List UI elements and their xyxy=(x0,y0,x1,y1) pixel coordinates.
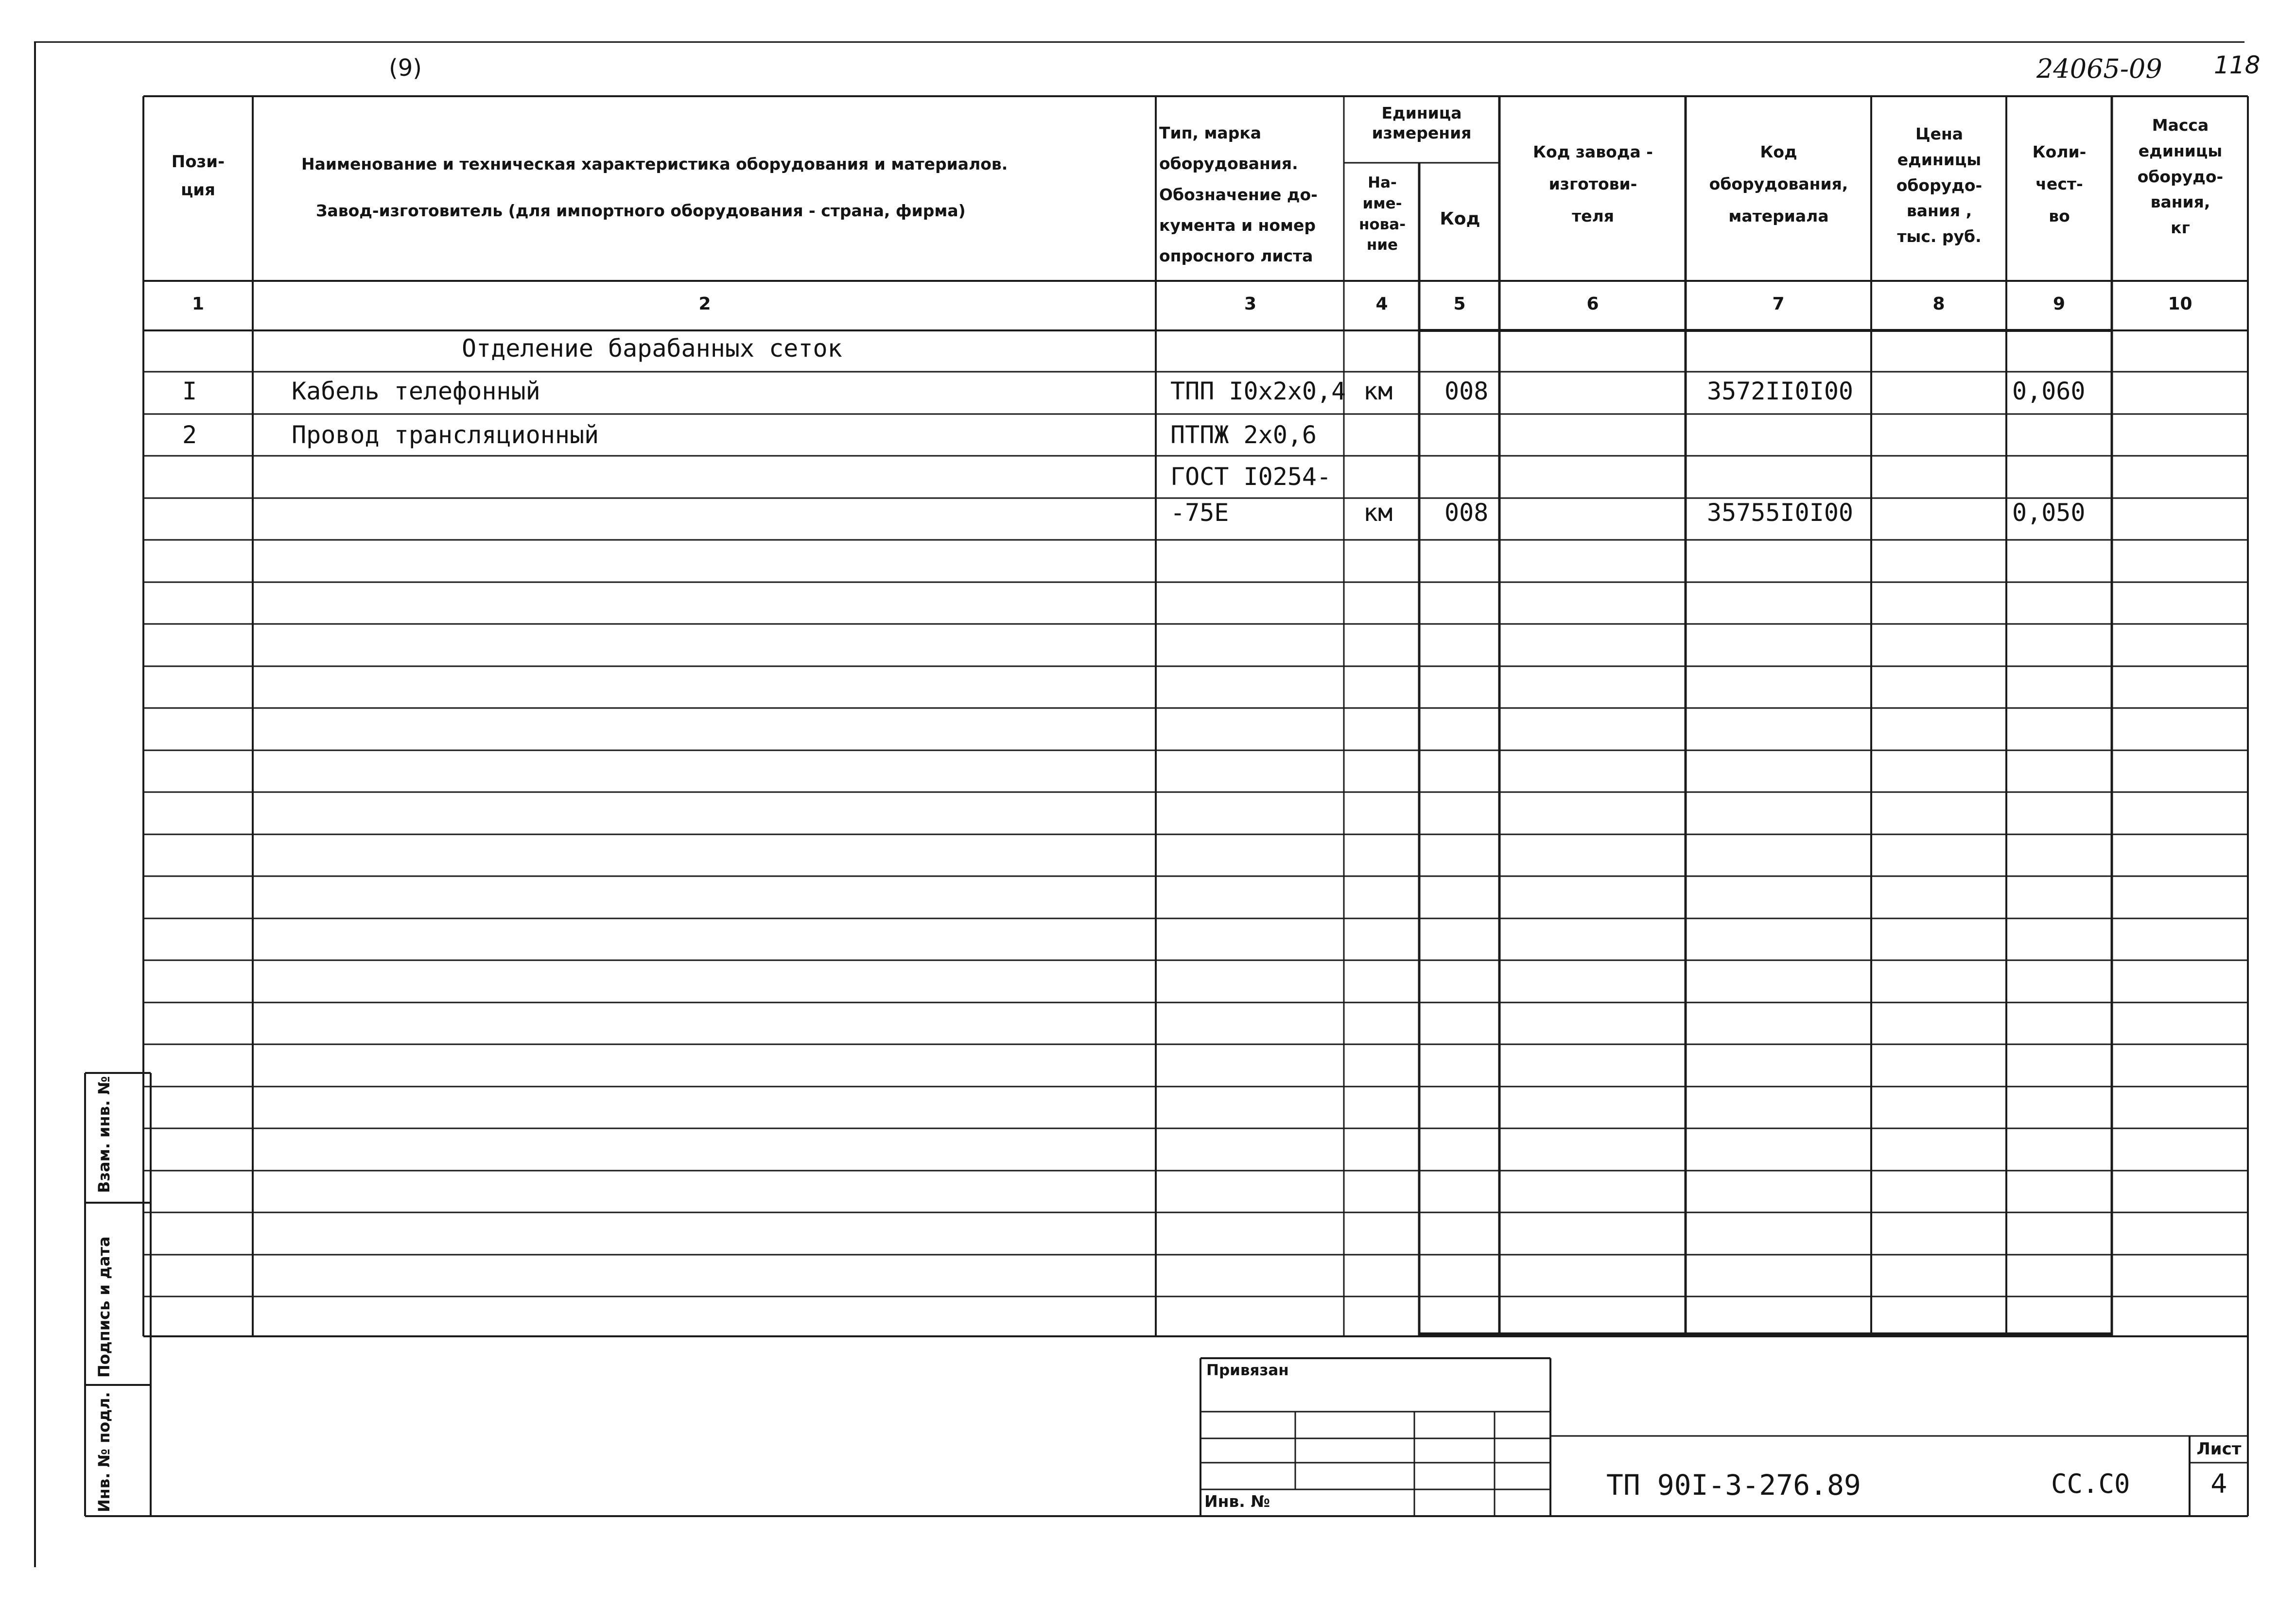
colnum-9: 9 xyxy=(2052,294,2066,314)
row-type: ТПП I0x2x0,4 xyxy=(1170,377,1346,405)
row-unit: км xyxy=(1363,377,1393,405)
colnum-3: 3 xyxy=(1244,294,1257,314)
stamp-signature-date: Подпись и дата xyxy=(95,1236,113,1378)
doc-code: ТП 90I-3-276.89 xyxy=(1606,1469,1861,1502)
row-unit-code: 008 xyxy=(1444,499,1489,527)
sheet-label: Лист xyxy=(2196,1439,2242,1459)
row-quantity: 0,050 xyxy=(2012,499,2086,527)
header-unit-group: Единица измерения xyxy=(1372,104,1472,143)
row-quantity: 0,060 xyxy=(2012,377,2086,405)
row-type: ПТПЖ 2x0,6 xyxy=(1170,421,1317,449)
row-name: Провод трансляционный xyxy=(292,421,599,449)
stamp-replaced-inv: Взам. инв. № xyxy=(95,1076,113,1193)
row-position: 2 xyxy=(182,421,197,449)
sheet-marker: (9) xyxy=(389,54,422,82)
colnum-5: 5 xyxy=(1453,294,1466,314)
header-unit-code: Код xyxy=(1440,209,1480,229)
header-price: Цена единицы оборудо- вания , тыс. руб. xyxy=(1896,124,1983,246)
colnum-6: 6 xyxy=(1586,294,1599,314)
archive-number: 24065-09 xyxy=(2036,53,2162,84)
colnum-7: 7 xyxy=(1772,294,1785,314)
colnum-2: 2 xyxy=(698,294,711,314)
header-material-code: Код оборудования, материала xyxy=(1709,142,1848,225)
header-type: Тип, марка оборудования. Обозначение до- кумента и номер опросного листа xyxy=(1159,123,1318,266)
colnum-10: 10 xyxy=(2168,294,2192,314)
header-factory-code: Код завода - изготови- теля xyxy=(1533,142,1653,225)
header-mass: Масса единицы оборудо- вания, кг xyxy=(2137,116,2224,238)
row-type: ГОСТ I0254- xyxy=(1170,463,1332,491)
row-material-code: 3572II0I00 xyxy=(1707,377,1854,405)
bound-label: Привязан xyxy=(1206,1362,1289,1379)
header-name: Наименование и техническая характеристика оборудования и материалов. Завод-изготовитель (для импортного оборудования - страна, фирма) xyxy=(301,155,1008,220)
stamp-original-inv: Инв. № подл. xyxy=(95,1392,113,1512)
row-name: Кабель телефонный xyxy=(292,377,540,405)
colnum-8: 8 xyxy=(1932,294,1945,314)
row-unit-code: 008 xyxy=(1444,377,1489,405)
section-title: Отделение барабанных сеток xyxy=(462,334,842,363)
colnum-4: 4 xyxy=(1375,294,1388,314)
page-number: 118 xyxy=(2214,51,2261,79)
colnum-1: 1 xyxy=(191,294,205,314)
row-unit: км xyxy=(1363,499,1393,527)
sheet-number: 4 xyxy=(2210,1469,2227,1499)
set-code: СС.С0 xyxy=(2051,1469,2130,1499)
inv-label: Инв. № xyxy=(1204,1492,1270,1511)
header-position: Пози- ция xyxy=(171,152,225,200)
row-type: -75Е xyxy=(1170,499,1229,527)
row-position: I xyxy=(182,377,197,405)
header-quantity: Коли- чест- во xyxy=(2032,142,2087,225)
header-unit-name: На- име- нова- ние xyxy=(1358,174,1406,254)
row-material-code: 35755I0I00 xyxy=(1707,499,1854,527)
